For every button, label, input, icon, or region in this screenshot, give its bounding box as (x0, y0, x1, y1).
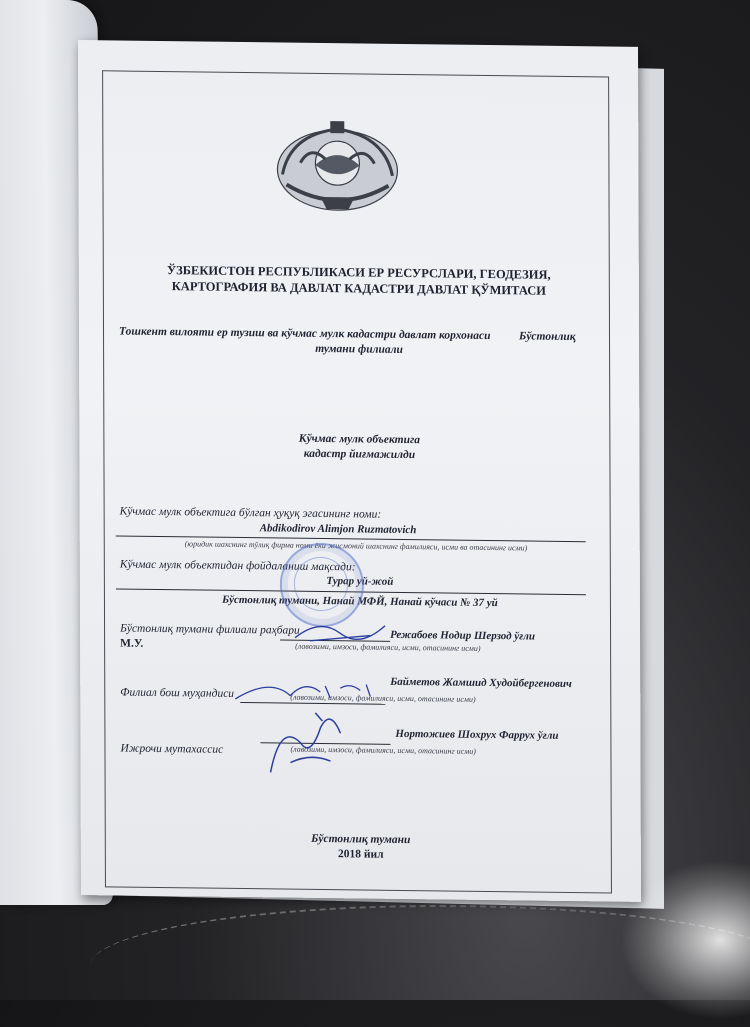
title-line-1: Кўчмас мулк объектига (298, 432, 421, 447)
owner-value: Abdikodirov Alimjon Ruzmatovich (259, 522, 417, 537)
branch-line-1: Тошкент вилояти ер тузиш ва кўчмас мулк кадастри давлат корхонаси (118, 325, 491, 343)
state-emblem-icon (270, 114, 405, 216)
engineer-name: Байметов Жамшид Худойбергенович (390, 675, 572, 691)
document-page (78, 40, 641, 902)
owner-caption: (юридик шахснинг тўлиқ фирма номи ёки жисмоний шахснинг фамилияси, исми ва отасининг исми) (184, 539, 528, 553)
footer-year: 2018 йил (338, 848, 384, 861)
engineer-label: Филиал бош муҳандиси (120, 686, 235, 700)
executor-label: Ижрочи мутахассис (120, 742, 224, 756)
branch-district: Бўстонлиқ (518, 330, 576, 344)
head-caption: (лавозими, имзоси, фамилияси, исми, отасининг исми) (295, 641, 481, 653)
executor-signature-icon (260, 702, 360, 783)
head-label: Бўстонлиқ тумани филиали раҳбари (120, 622, 300, 637)
title-line-2: кадастр йиғмажилди (303, 447, 416, 462)
executor-caption: (лавозими, имзоси, фамилияси, исми, отасининг исми) (290, 744, 476, 756)
executor-name: Нортожиев Шохрух Фаррух ўғли (395, 727, 559, 742)
head-name: Режабоев Нодир Шерзод ўғли (390, 628, 536, 643)
header-line-2: КАРТОГРАФИЯ ВА ДАВЛАТ КАДАСТРИ ДАВЛАТ ҚЎМИТАСИ (171, 279, 547, 298)
owner-label: Кўчмас мулк объектига бўлган ҳуқуқ эгасининг номи: (119, 505, 382, 521)
head-signature-icon (290, 613, 390, 649)
engineer-caption: (лавозими, имзоси, фамилияси, исми, отасининг исми) (290, 692, 476, 704)
header-line-1: ЎЗБЕКИСТОН РЕСПУБЛИКАСИ ЕР РЕСУРСЛАРИ, ГЕОДЕЗИЯ, (166, 263, 551, 282)
branch-line-2: тумани филиали (315, 342, 403, 356)
address-value: Бўстонлиқ тумани, Нанай МФЙ, Нанай кўчаси № 37 уй (222, 593, 498, 610)
light-glare (620, 860, 750, 1020)
purpose-label: Кўчмас мулк объектидан фойдаланиш мақсади: (119, 558, 356, 574)
seal-mark: М.У. (120, 637, 144, 650)
purpose-value: Турар уй-жой (326, 575, 394, 588)
footer-place: Бўстонлиқ тумани (311, 832, 411, 847)
